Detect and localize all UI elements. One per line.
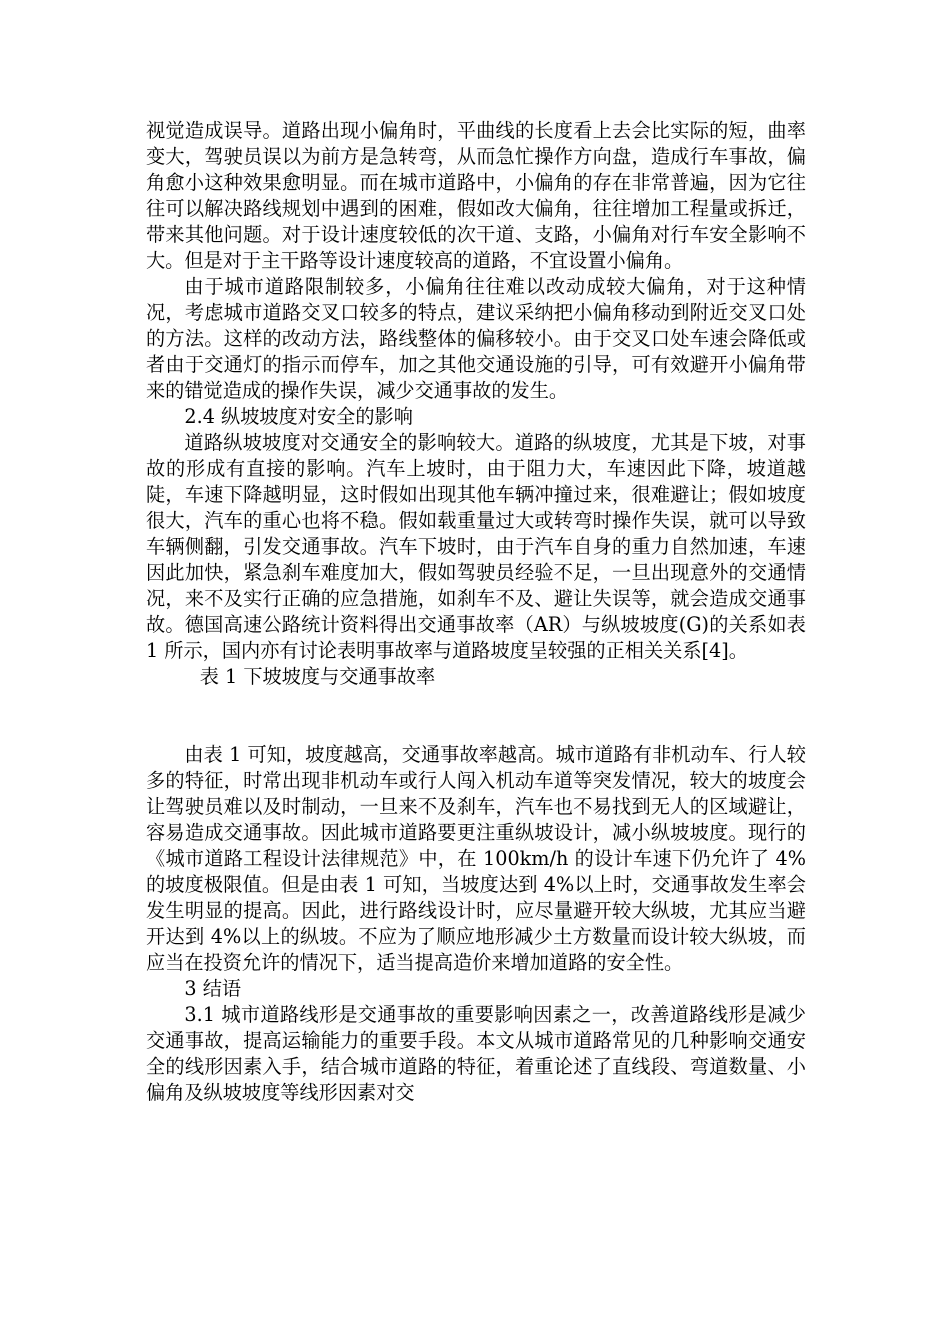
paragraph-table-analysis: 由表 1 可知，坡度越高，交通事故率越高。城市道路有非机动车、行人较多的特征，时常出现非机动车或行人闯入机动车道等突发情况，较大的坡度会让驾驶员难以及时制动，一旦来不及刹车，汽车也不易找到无人的区域避让，容易造成交通事故。因此城市道路要更注重纵坡设计，减小纵坡坡度。现行的《城市道路工程设计法律规范》中，在 100km/h 的设计车速下仍允许了 4%的坡度极限值。但是由表 1 可知，当坡度达到 4%以上时，交通事故发生率会发生明显的提高。因此，进行路线设计时，应尽量避开较大纵坡，尤其应当避开达到 4%以上的纵坡。不应为了顺应地形减少土方数量而设计较大纵坡，而应当在投资允许的情况下，适当提高造价来增加道路的安全性。 bbox=[146, 743, 806, 974]
paragraph-small-deflection-remedy: 由于城市道路限制较多，小偏角往往难以改动成较大偏角，对于这种情况，考虑城市道路交叉口较多的特点，建议采纳把小偏角移动到附近交叉口处的方法。这样的改动方法，路线整体的偏移较小。由于交叉口处车速会降低或者由于交通灯的指示而停车，加之其他交通设施的引导，可有效避开小偏角带来的错觉造成的操作失误，减少交通事故的发生。 bbox=[146, 275, 806, 402]
table-caption: 表 1 下坡坡度与交通事故率 bbox=[199, 665, 436, 688]
section-heading-2-4: 2.4 纵坡坡度对安全的影响 bbox=[184, 405, 413, 428]
paragraph-small-deflection-effect: 视觉造成误导。道路出现小偏角时，平曲线的长度看上去会比实际的短，曲率变大，驾驶员误以为前方是急转弯，从而急忙操作方向盘，造成行车事故，偏角愈小这种效果愈明显。而在城市道路中，小偏角的存在非常普遍，因为它往往可以解决路线规划中遇到的困难，假如改大偏角，往往增加工程量或拆迁，带来其他问题。对于设计速度较低的次干道、支路，小偏角对行车安全影响不大。但是对于主干路等设计速度较高的道路，不宜设置小偏角。 bbox=[146, 119, 806, 272]
paragraph-longitudinal-slope: 道路纵坡坡度对交通安全的影响较大。道路的纵坡度，尤其是下坡，对事故的形成有直接的影响。汽车上坡时，由于阻力大，车速因此下降，坡道越陡，车速下降越明显，这时假如出现其他车辆冲撞过来，很难避让；假如坡度很大，汽车的重心也将不稳。假如载重量过大或转弯时操作失误，就可以导致车辆侧翻，引发交通事故。汽车下坡时，由于汽车自身的重力自然加速，车速因此加快，紧急刹车难度加大，假如驾驶员经验不足，一旦出现意外的交通情况，来不及实行正确的应急措施，如刹车不及、避让失误等，就会造成交通事故。德国高速公路统计资料得出交通事故率（AR）与纵坡坡度(G)的关系如表 1 所示，国内亦有讨论表明事故率与道路坡度呈较强的正相关关系[4]。 bbox=[146, 431, 806, 662]
document-page bbox=[146, 118, 806, 1106]
table-placeholder bbox=[146, 690, 806, 742]
section-heading-3: 3 结语 bbox=[184, 977, 242, 1000]
paragraph-conclusion-3-1: 3.1 城市道路线形是交通事故的重要影响因素之一，改善道路线形是减少交通事故，提高运输能力的重要手段。本文从城市道路常见的几种影响交通安全的线形因素入手，结合城市道路的特征，着重论述了直线段、弯道数量、小偏角及纵坡坡度等线形因素对交 bbox=[146, 1003, 806, 1104]
